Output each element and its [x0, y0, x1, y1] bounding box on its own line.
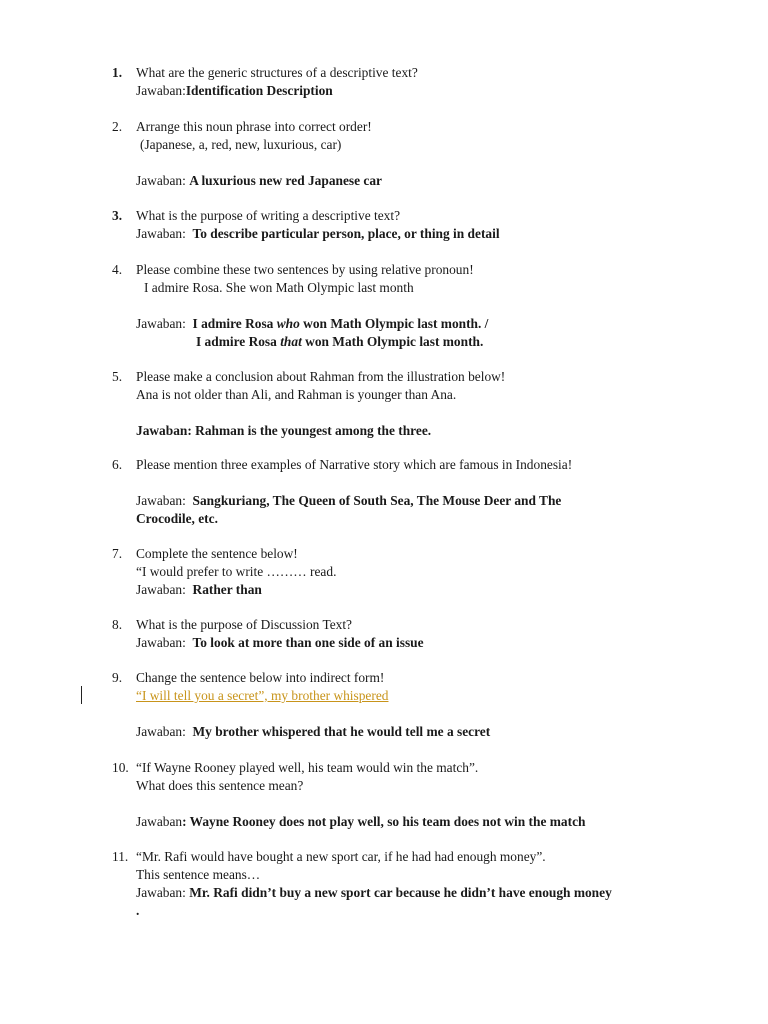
- question-text: What are the generic structures of a descriptive text?: [136, 65, 418, 80]
- answer-label: Jawaban:: [136, 226, 186, 241]
- answer-label: Jawaban:: [136, 885, 186, 900]
- answer-text: To describe particular person, place, or thing in detail: [192, 226, 500, 241]
- answer-label: Jawaban:: [136, 635, 186, 650]
- answer-text-line1: I admire Rosa who won Math Olympic last month. /: [192, 316, 489, 331]
- answer-text-cont: Crocodile, etc.: [136, 511, 218, 526]
- question-number: 2.: [112, 119, 123, 134]
- question-detail: What does this sentence mean?: [136, 778, 304, 793]
- answer-label: Jawaban: [136, 814, 183, 829]
- answer-label: Jawaban:: [136, 173, 186, 188]
- question-detail: (Japanese, a, red, new, luxurious, car): [140, 137, 342, 152]
- question-detail: Ana is not older than Ali, and Rahman is younger than Ana.: [136, 387, 457, 402]
- answer-label: Jawaban:: [136, 493, 186, 508]
- question-text: Change the sentence below into indirect form!: [136, 670, 385, 685]
- answer-text: My brother whispered that he would tell me a secret: [192, 724, 491, 739]
- question-text: “Mr. Rafi would have bought a new sport car, if he had had enough money”.: [136, 849, 546, 864]
- question-text: Please make a conclusion about Rahman from the illustration below!: [136, 369, 506, 384]
- question-number: 4.: [112, 262, 123, 277]
- question-text: Complete the sentence below!: [136, 546, 298, 561]
- answer-label: Jawaban:: [136, 582, 186, 597]
- text-cursor: [81, 686, 82, 704]
- question-number: 9.: [112, 670, 123, 685]
- question-text: What is the purpose of writing a descriptive text?: [136, 208, 401, 223]
- question-number: 1.: [112, 65, 123, 80]
- question-text: Arrange this noun phrase into correct order!: [136, 119, 372, 134]
- question-text: Please mention three examples of Narrative story which are famous in Indonesia!: [136, 457, 573, 472]
- answer-label: Jawaban:: [136, 83, 186, 98]
- answer-text: Sangkuriang, The Queen of South Sea, The Mouse Deer and The: [192, 493, 562, 508]
- answer-label: Jawaban:: [136, 724, 186, 739]
- question-number: 7.: [112, 546, 123, 561]
- answer-text: : Wayne Rooney does not play well, so his team does not win the match: [182, 814, 586, 829]
- question-detail: I admire Rosa. She won Math Olympic last month: [144, 280, 414, 295]
- question-detail: “I would prefer to write ……… read.: [136, 564, 337, 579]
- answer-text: Rather than: [192, 582, 262, 597]
- question-text: “If Wayne Rooney played well, his team would win the match”.: [136, 760, 479, 775]
- quoted-sentence-link[interactable]: “I will tell you a secret”, my brother whispered: [136, 688, 389, 703]
- question-text: Please combine these two sentences by using relative pronoun!: [136, 262, 474, 277]
- answer-text: Jawaban: Rahman is the youngest among the three.: [136, 423, 432, 438]
- answer-text: A luxurious new red Japanese car: [189, 173, 382, 188]
- question-number: 3.: [112, 208, 123, 223]
- answer-text-line2: I admire Rosa that won Math Olympic last month.: [196, 334, 484, 349]
- answer-text: To look at more than one side of an issue: [192, 635, 424, 650]
- answer-label: Jawaban:: [136, 316, 186, 331]
- question-text: What is the purpose of Discussion Text?: [136, 617, 353, 632]
- answer-text: Mr. Rafi didn’t buy a new sport car because he didn’t have enough money: [189, 885, 612, 900]
- question-detail: This sentence means…: [136, 867, 261, 882]
- trailing-period: .: [136, 903, 140, 918]
- answer-text: Identification Description: [185, 83, 333, 98]
- question-number: 11.: [112, 849, 129, 864]
- question-number: 5.: [112, 369, 123, 384]
- question-number: 8.: [112, 617, 123, 632]
- question-number: 6.: [112, 457, 123, 472]
- question-number: 10.: [112, 760, 129, 775]
